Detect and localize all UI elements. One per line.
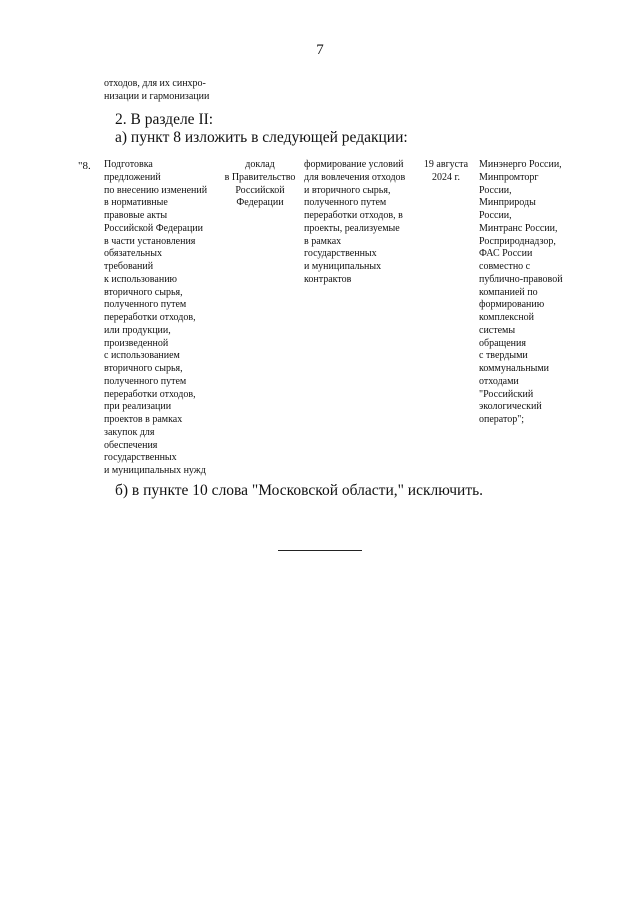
text-line: переработки отходов,: [104, 388, 196, 400]
text-line: вторичного сырья,: [104, 286, 183, 298]
page-number: 7: [316, 42, 324, 58]
text-line: проекты, реализуемые: [304, 222, 400, 234]
text-line: контрактов: [304, 273, 352, 285]
text-line: для вовлечения отходов: [304, 171, 406, 183]
text-line: отходами: [479, 375, 519, 387]
text-line: формированию: [479, 299, 545, 311]
text-line: Росприроднадзор,: [479, 235, 556, 247]
text-line: Минэнерго России,: [479, 159, 562, 170]
text-line: полученного путем: [104, 299, 187, 311]
text-line: государственных: [304, 248, 377, 260]
text-line: переработки отходов,: [104, 312, 196, 323]
text-line: в части установления: [104, 235, 196, 247]
text-line: оператор";: [479, 414, 525, 425]
subpoint-a: а) пункт 8 изложить в следующей редакции:: [115, 129, 408, 146]
section-heading: 2. В разделе II:: [115, 111, 214, 128]
text-line: с использованием: [104, 350, 180, 362]
text-line: закупок для: [104, 426, 155, 438]
text-line: низации и гармонизации: [104, 91, 210, 102]
text-line: Минпромторг: [479, 171, 539, 183]
text-line: доклад: [245, 159, 275, 170]
previous-row-continuation: [104, 77, 209, 103]
text-line: или продукции,: [104, 324, 171, 336]
text-line: системы: [479, 324, 516, 336]
text-line: в нормативные: [104, 197, 168, 209]
text-line: к использованию: [104, 273, 178, 285]
text-line: 19 августа: [423, 159, 469, 170]
text-line: России,: [479, 184, 512, 196]
row-number: "8.: [78, 160, 91, 172]
text-line: вторичного сырья,: [104, 363, 183, 374]
result-column: [304, 159, 405, 287]
text-line: государственных: [104, 452, 177, 464]
text-line: в рамках: [304, 235, 342, 247]
text-line: предложений: [104, 171, 161, 183]
text-line: публично-правовой: [479, 273, 563, 285]
text-line: и вторичного сырья,: [304, 184, 391, 196]
task-column: [104, 159, 207, 478]
form-column: [222, 159, 298, 210]
text-line: полученного путем: [104, 375, 187, 387]
text-line: требований: [104, 261, 154, 272]
subpoint-b: б) в пункте 10 слова "Московской области," исключить.: [115, 482, 484, 499]
responsible-column: [479, 159, 563, 427]
text-line: Федерации: [236, 197, 284, 209]
text-line: и муниципальных нужд: [104, 465, 206, 476]
text-line: экологический: [479, 401, 542, 413]
text-line: в Правительство: [224, 171, 296, 183]
text-line: Минприроды: [479, 197, 536, 209]
text-line: обязательных: [104, 248, 162, 260]
text-line: полученного путем: [304, 197, 387, 209]
deadline-column: [420, 159, 472, 185]
text-line: и муниципальных: [304, 261, 382, 272]
text-line: Российской: [235, 184, 285, 196]
text-line: проектов в рамках: [104, 414, 183, 425]
text-line: переработки отходов, в: [304, 210, 403, 221]
text-line: с твердыми: [479, 350, 528, 362]
text-line: формирование условий: [304, 159, 404, 170]
text-line: по внесению изменений: [104, 184, 208, 196]
text-line: компанией по: [479, 286, 538, 298]
text-line: правовые акты: [104, 210, 168, 221]
text-line: России,: [479, 210, 512, 221]
text-line: "Российский: [479, 388, 534, 400]
text-line: 2024 г.: [432, 171, 460, 183]
text-line: произведенной: [104, 337, 169, 349]
text-line: комплексной: [479, 312, 535, 323]
text-line: Минтранс России,: [479, 222, 558, 234]
text-line: Подготовка: [104, 159, 153, 170]
text-line: обращения: [479, 337, 526, 349]
text-line: коммунальными: [479, 363, 549, 374]
text-line: совместно с: [479, 261, 531, 272]
text-line: Российской Федерации: [104, 222, 204, 234]
text-line: при реализации: [104, 401, 172, 413]
end-divider: [278, 550, 362, 551]
text-line: отходов, для их синхро-: [104, 78, 206, 89]
text-line: обеспечения: [104, 439, 158, 451]
text-line: ФАС России: [479, 248, 533, 260]
